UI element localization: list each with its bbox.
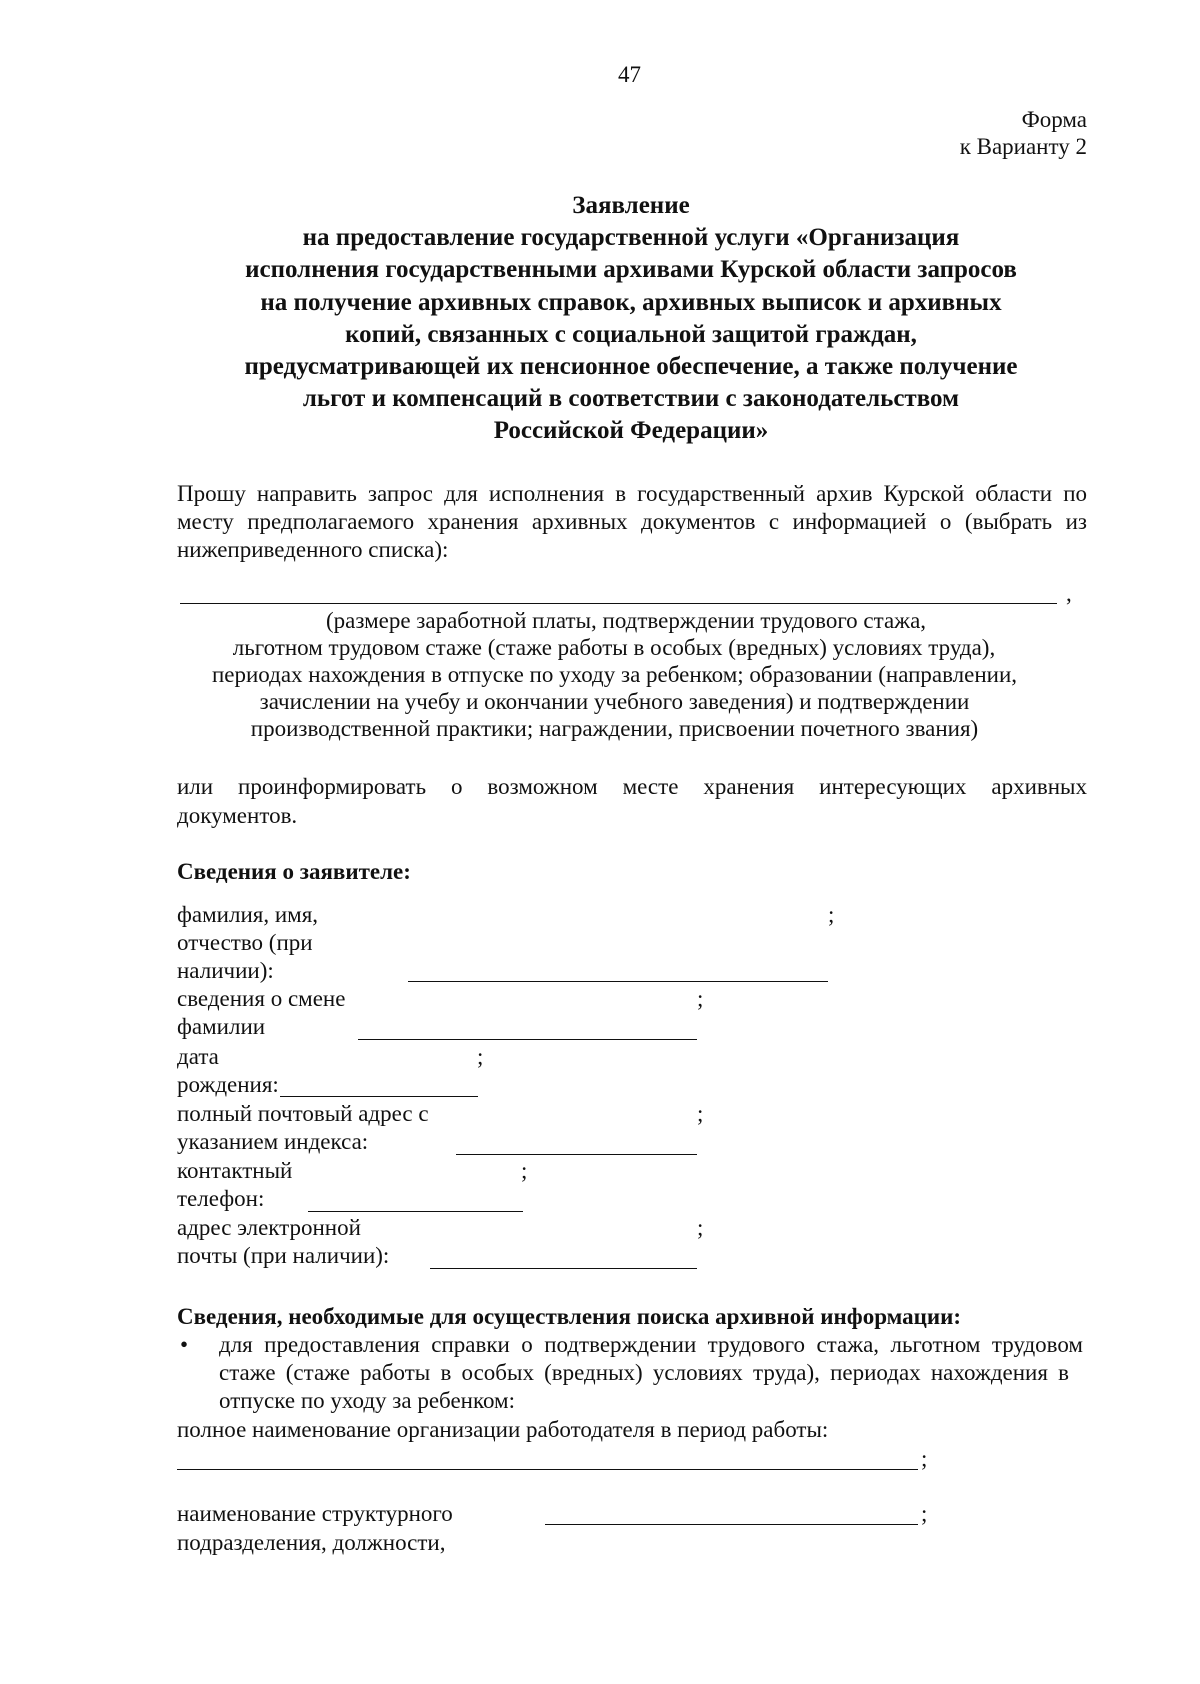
org-semicolon: ; bbox=[921, 1446, 928, 1471]
address-label-line2: указанием индекса: bbox=[177, 1129, 369, 1154]
title-line7: льгот и компенсаций в соответствии с законодательством bbox=[302, 385, 960, 412]
bullet-line3: отпуске по уходу за ребенком: bbox=[219, 1388, 515, 1413]
request-line2: месту предполагаемого хранения архивных документов с информацией о (выбрать из bbox=[177, 509, 1087, 534]
bullet-marker: • bbox=[180, 1332, 189, 1357]
request-line3: нижеприведенного списка): bbox=[177, 537, 449, 562]
options-note-line2: льготном трудовом стаже (стаже работы в особых (вредных) условиях труда), bbox=[232, 635, 996, 660]
fio-input-line[interactable] bbox=[408, 981, 828, 982]
title-line8: Российской Федерации» bbox=[493, 417, 769, 444]
address-label-line1: полный почтовый адрес с bbox=[177, 1101, 429, 1126]
email-label-line1: адрес электронной bbox=[177, 1215, 361, 1240]
fio-label-line2: отчество (при bbox=[177, 930, 313, 955]
org-label: полное наименование организации работодателя в период работы: bbox=[177, 1417, 829, 1442]
bullet-line2: стаже (стаже работы в особых (вредных) условиях труда), периодах нахождения в bbox=[219, 1360, 1069, 1385]
birth-date-label-line2: рождения: bbox=[177, 1072, 279, 1097]
org-input-line[interactable] bbox=[177, 1469, 918, 1470]
fio-label-line3: наличии): bbox=[177, 958, 274, 983]
options-note-line3: периодах нахождения в отпуске по уходу за ребенком; образовании (направлении, bbox=[211, 662, 1018, 687]
surname-change-semicolon: ; bbox=[697, 986, 704, 1011]
options-note-line5: производственной практики; награждении, присвоении почетного звания) bbox=[250, 716, 979, 741]
selection-comma: , bbox=[1066, 581, 1072, 606]
request-line1: Прошу направить запрос для исполнения в государственный архив Курской области по bbox=[177, 481, 1087, 506]
inform-line1: или проинформировать о возможном месте хранения интересующих архивных bbox=[177, 774, 1087, 799]
title-line2: на предоставление государственной услуги «Организация bbox=[302, 224, 960, 251]
phone-label-line2: телефон: bbox=[177, 1186, 265, 1211]
phone-label-line1: контактный bbox=[177, 1158, 293, 1183]
birth-date-input-line[interactable] bbox=[280, 1096, 478, 1097]
page-number: 47 bbox=[618, 62, 641, 87]
unit-label-line1: наименование структурного bbox=[177, 1501, 453, 1526]
birth-date-semicolon: ; bbox=[477, 1044, 484, 1069]
phone-semicolon: ; bbox=[521, 1158, 528, 1183]
email-label-line2: почты (при наличии): bbox=[177, 1243, 390, 1268]
options-note-line1: (размере заработной платы, подтверждении трудового стажа, bbox=[325, 608, 927, 633]
form-label-line1: Форма bbox=[1021, 107, 1087, 132]
title-line1: Заявление bbox=[572, 192, 690, 219]
title-line5: копий, связанных с социальной защитой граждан, bbox=[345, 321, 917, 348]
title-line6: предусматривающей их пенсионное обеспечение, а также получение bbox=[244, 353, 1018, 380]
selection-blank-line[interactable] bbox=[180, 603, 1057, 604]
surname-change-label-line2: фамилии bbox=[177, 1014, 266, 1039]
unit-input-line[interactable] bbox=[545, 1524, 918, 1525]
fio-semicolon: ; bbox=[828, 902, 835, 927]
email-input-line[interactable] bbox=[430, 1268, 697, 1269]
surname-change-label-line1: сведения о смене bbox=[177, 986, 346, 1011]
surname-change-input-line[interactable] bbox=[358, 1039, 697, 1040]
address-semicolon: ; bbox=[697, 1101, 704, 1126]
title-line3: исполнения государственными архивами Курской области запросов bbox=[245, 256, 1017, 283]
address-input-line[interactable] bbox=[456, 1154, 697, 1155]
email-semicolon: ; bbox=[697, 1215, 704, 1240]
title-line4: на получение архивных справок, архивных выписок и архивных bbox=[260, 289, 1002, 316]
fio-label-line1: фамилия, имя, bbox=[177, 902, 319, 927]
search-info-heading: Сведения, необходимые для осуществления поиска архивной информации: bbox=[177, 1304, 962, 1329]
phone-input-line[interactable] bbox=[308, 1211, 523, 1212]
inform-line2: документов. bbox=[177, 803, 298, 828]
unit-label-line2: подразделения, должности, bbox=[177, 1530, 446, 1555]
applicant-heading: Сведения о заявителе: bbox=[177, 859, 411, 884]
options-note-line4: зачислении на учебу и окончании учебного заведения) и подтверждении bbox=[259, 689, 970, 714]
form-label-line2: к Варианту 2 bbox=[959, 134, 1087, 159]
birth-date-label-line1: дата bbox=[177, 1044, 219, 1069]
bullet-line1: для предоставления справки о подтверждении трудового стажа, льготном трудовом bbox=[219, 1332, 1083, 1357]
unit-semicolon: ; bbox=[921, 1501, 928, 1526]
